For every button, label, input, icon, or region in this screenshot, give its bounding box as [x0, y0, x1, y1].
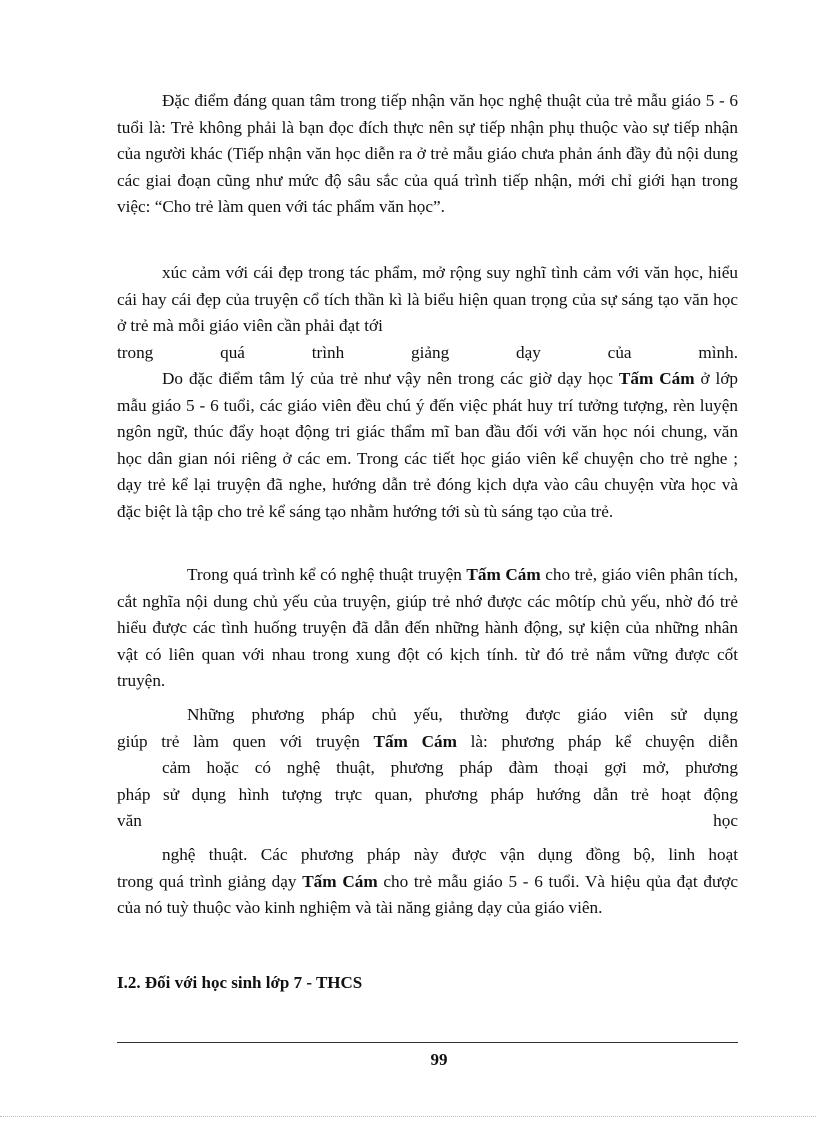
footer-divider	[117, 1042, 738, 1043]
section-heading: I.2. Đối với học sinh lớp 7 - THCS	[117, 973, 363, 992]
paragraph-2	[117, 260, 738, 366]
text-run: cho trẻ, giáo viên phân tích, cắt nghĩa nội dung chủ yếu của truyện, giúp trẻ nhớ được các môtíp chủ yếu, nhờ đó trẻ hiểu được các tình huống truyện đã dẫn đến những hành động, sự kiện của những nhân vật có liên quan với nhau trong xung đột có kịch tính. từ đó trẻ nắm vững được cốt truyện.	[117, 565, 739, 690]
paragraph-5	[117, 702, 738, 835]
paragraph-text	[117, 869, 738, 922]
paragraph-line: nghệ thuật. Các phương pháp này được vận dụng đồng bộ, linh hoạt	[162, 845, 738, 864]
text-run: Do đặc điểm tâm lý của trẻ như vậy nên trong các giờ dạy học	[162, 369, 619, 388]
paragraph-text	[117, 366, 738, 525]
text-run: cho trẻ mẫu giáo 5 - 6 tuổi. Và hiệu qủa đạt được của nó tuỳ thuộc vào kinh nghiệm và tài năng giảng dạy của giáo viên.	[117, 871, 738, 917]
paragraph-text: Đặc điểm đáng quan tâm trong tiếp nhận văn học nghệ thuật của trẻ mẫu giáo 5 - 6 tuổi là: Trẻ không phải là bạn đọc đích thực nên sự tiếp nhận phụ thuộc vào sự tiếp nhận của người khác (Tiếp nhận văn học diễn ra ở trẻ mẫu giáo chưa phản ánh đầy đủ nội dung các giai đoạn cũng như mức độ sâu sắc của quá trình tiếp nhận, mới chỉ giới hạn trong việc: “Cho trẻ làm quen với tác phẩm văn học”.	[117, 91, 738, 216]
paragraph-text	[117, 562, 738, 695]
paragraph-line: văn học	[117, 811, 738, 830]
story-title: Tấm Cám	[302, 871, 378, 891]
paragraph-last-line: trong quá trình giảng dạy của mình.	[117, 342, 738, 362]
text-run: là: phương pháp kể chuyện diễn	[456, 731, 738, 751]
page-number: 99	[430, 1050, 448, 1069]
paragraph-line: pháp sử dụng hình tượng trực quan, phương pháp hướng dẫn trẻ hoạt động	[117, 784, 738, 804]
text-run: trong quá trình giảng dạy	[117, 871, 303, 891]
text-run: giúp trẻ làm quen với truyện	[117, 731, 374, 751]
text-run: ở lớp mẫu giáo 5 - 6 tuổi, các giáo viên đều chú ý đến việc phát huy trí tưởng tượng, rèn luyện ngôn ngữ, thúc đẩy hoạt động tri giác thẩm mĩ ban đầu đối với văn học nói chung, văn học dân gian nói riêng ở các em. Trong các tiết học giáo viên kể chuyện cho trẻ nghe ; dạy trẻ kể lại truyện đã nghe, hướng dẫn trẻ đóng kịch dựa vào câu chuyện vừa học và đặc biệt là tập cho trẻ kể sáng tạo nhằm hướng tới sù tù sáng tạo của trẻ.	[117, 369, 738, 521]
paragraph-line	[117, 729, 738, 756]
paragraph-4	[117, 562, 738, 695]
story-title: Tấm Cám	[618, 369, 695, 388]
text-run: Trong quá trình kể có nghệ thuật truyện	[187, 565, 467, 584]
paragraph-line: Những phương pháp chủ yếu, thường được giáo viên sử dụng	[187, 705, 738, 724]
paragraph-3	[117, 366, 738, 525]
paragraph-line: cảm hoặc có nghệ thuật, phương pháp đàm thoại gợi mở, phương	[162, 758, 738, 777]
page-bottom-border	[0, 1116, 816, 1117]
story-title: Tấm Cám	[373, 731, 457, 751]
paragraph-6	[117, 842, 738, 922]
paragraph-1	[117, 88, 738, 221]
story-title: Tấm Cám	[466, 565, 541, 584]
paragraph-text: xúc cảm với cái đẹp trong tác phẩm, mở rộng suy nghĩ tình cảm với văn học, hiểu cái hay cái đẹp của truyện cổ tích thần kì là biểu hiện quan trọng của sự sáng tạo văn học ở trẻ mà mỗi giáo viên cần phải đạt tới	[117, 263, 738, 335]
